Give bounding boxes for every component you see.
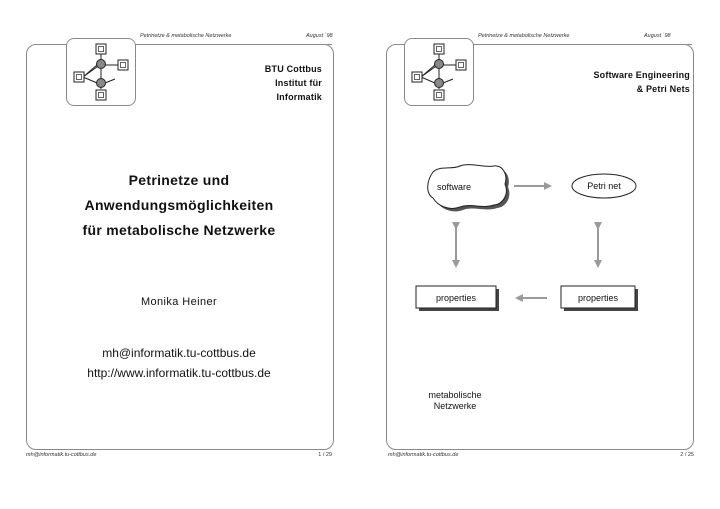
institute-line: BTU Cottbus — [264, 64, 322, 74]
footer-email: mh@informatik.tu-cottbus.de — [26, 452, 97, 458]
website: http://www.informatik.tu-cottbus.de — [87, 366, 271, 380]
author-name: Monika Heiner — [140, 296, 218, 308]
metabolic-networks-label — [415, 390, 495, 412]
header-date: August ´98 — [306, 33, 333, 39]
title-line: Anwendungsmöglichkeiten — [84, 197, 274, 213]
metabolic-line: metabolische — [428, 390, 482, 400]
header-date: August ´98 — [644, 33, 671, 39]
software-label: software — [437, 182, 472, 192]
title-line: Software Engineering — [593, 70, 690, 80]
header-title: Petrinetze & metabolische Netzwerke — [140, 33, 232, 39]
institute-line: Informatik — [276, 92, 322, 102]
page-number: 1 / 29 — [318, 452, 332, 458]
title-line: & Petri Nets — [636, 84, 690, 94]
properties-right-label: properties — [577, 293, 619, 303]
email: mh@informatik.tu-cottbus.de — [102, 346, 256, 360]
page-number: 2 / 25 — [680, 452, 694, 458]
title-line: für metabolische Netzwerke — [82, 222, 276, 238]
petri-net-label: Petri net — [587, 181, 621, 191]
institute-line: Institut für — [275, 78, 322, 88]
footer-email: mh@informatik.tu-cottbus.de — [388, 452, 459, 458]
header-title: Petrinetze & metabolische Netzwerke — [478, 33, 570, 39]
metabolic-line: Netzwerke — [433, 401, 477, 411]
title-line: Petrinetze und — [128, 172, 230, 188]
properties-left-label: properties — [435, 293, 477, 303]
